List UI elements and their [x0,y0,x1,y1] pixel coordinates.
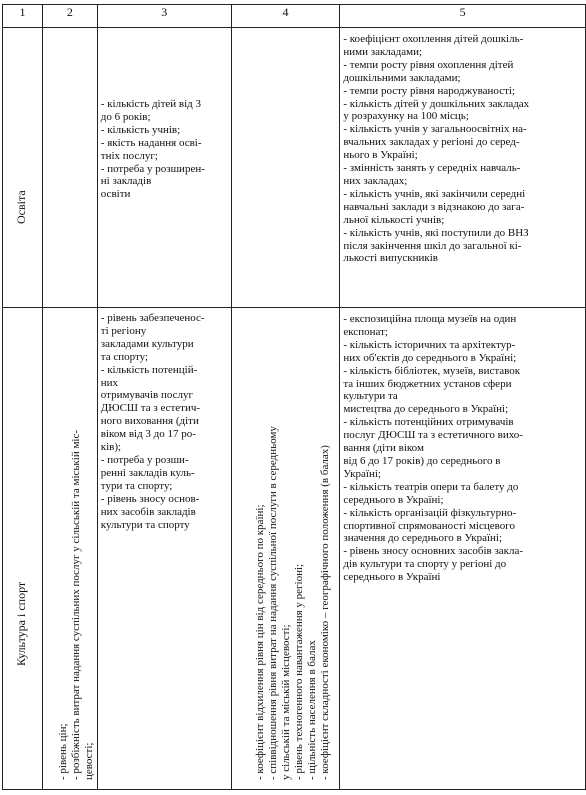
header-cell: 4 [231,5,340,28]
coefficient-cell [231,308,340,790]
header-cell: 5 [340,5,586,28]
coefficient-cell [231,28,340,308]
header-cell: 1 [3,5,43,28]
measure-cell [340,308,586,790]
sector-label: Освіта [14,190,28,224]
indicator-text: - кількість дітей від 3 до 6 років; - кількість учнів; - якість надання осві- тніх послуг; - потреба у розширен- ні закладів освіти [100,98,205,201]
indicator-text: - рівень забезпеченос- ті регіону закладами культури та спорту; - кількість потенцій- них отримувачів послуг ДЮСШ та з естетич- ного виховання (діти віком від 3 до 17 ро- ків); - потреба у розши- ренні закладів куль- тури та спорту; - рівень зносу основ- них засобів закладів культури та спорту [100,312,205,531]
indicator-cell [97,308,231,790]
coefficient-text: - коефіцієнт відхилення рівня цін від середнього по країні; - співвідношення рівня витрат на надання суспільної послуги в середньому у сільській та міській місцевості; - рівень техногенного навантаження у регіоні; - щільність населення в балах - коефіцієнт складності економіко – географічного положення (в балах) [253,426,331,780]
measure-text: - коефіцієнт охоплення дітей дошкіль- ними закладами; - темпи росту рівня охоплення дітей дошкільними закладами; - темпи росту рівня народжуваності; - кількість дітей у дошкільних закладах у розрахунку на 100 місць; - кількість учнів у загальноосвітніх на- вчальних закладах у регіоні до серед- нього в Україні; - змінність занять у середніх навчаль- них закладах; - кількість учнів, які закінчили середні навчальні заклади з відзнакою до зага- льної кількості учнів; - кількість учнів, які поступили до ВНЗ після закінчення шкіл до загальної кі- лькості випускників [343,33,530,265]
sector-label: Культура і спорт [14,581,28,666]
factor-text: - рівень цін; - розбіжність витрат надання суспільних послуг у сільській та міській міс- цевості; [56,429,95,780]
data-table [2,4,586,790]
table-row [3,28,586,308]
measure-cell [340,28,586,308]
header-cell: 3 [97,5,231,28]
indicator-cell [97,28,231,308]
factor-cell [42,308,97,790]
measure-text: - експозиційна площа музеїв на один експонат; - кількість історичних та архітектур- них об'єктів до середнього в Україні; - кількість бібліотек, музеїв, виставок та інших бюджетних установ сфери культури та мистецтва до середнього в Україні; - кількість потенційних отримувачів послуг ДЮСШ та з естетичного вихо- вання (діти віком від 6 до 17 років) до середнього в Україні; - кількість театрів опери та балету до середнього в Україні; - кількість організацій фізкультурно- спортивної спрямованості місцевого значення до середнього в Україні; - рівень зносу основних засобів закла- дів культури та спорту у регіоні до середнього в Україні [343,313,524,584]
sector-cell [3,28,43,308]
header-row [3,5,586,28]
sector-cell [3,308,43,790]
header-cell: 2 [42,5,97,28]
factor-cell [42,28,97,308]
table-row [3,308,586,790]
